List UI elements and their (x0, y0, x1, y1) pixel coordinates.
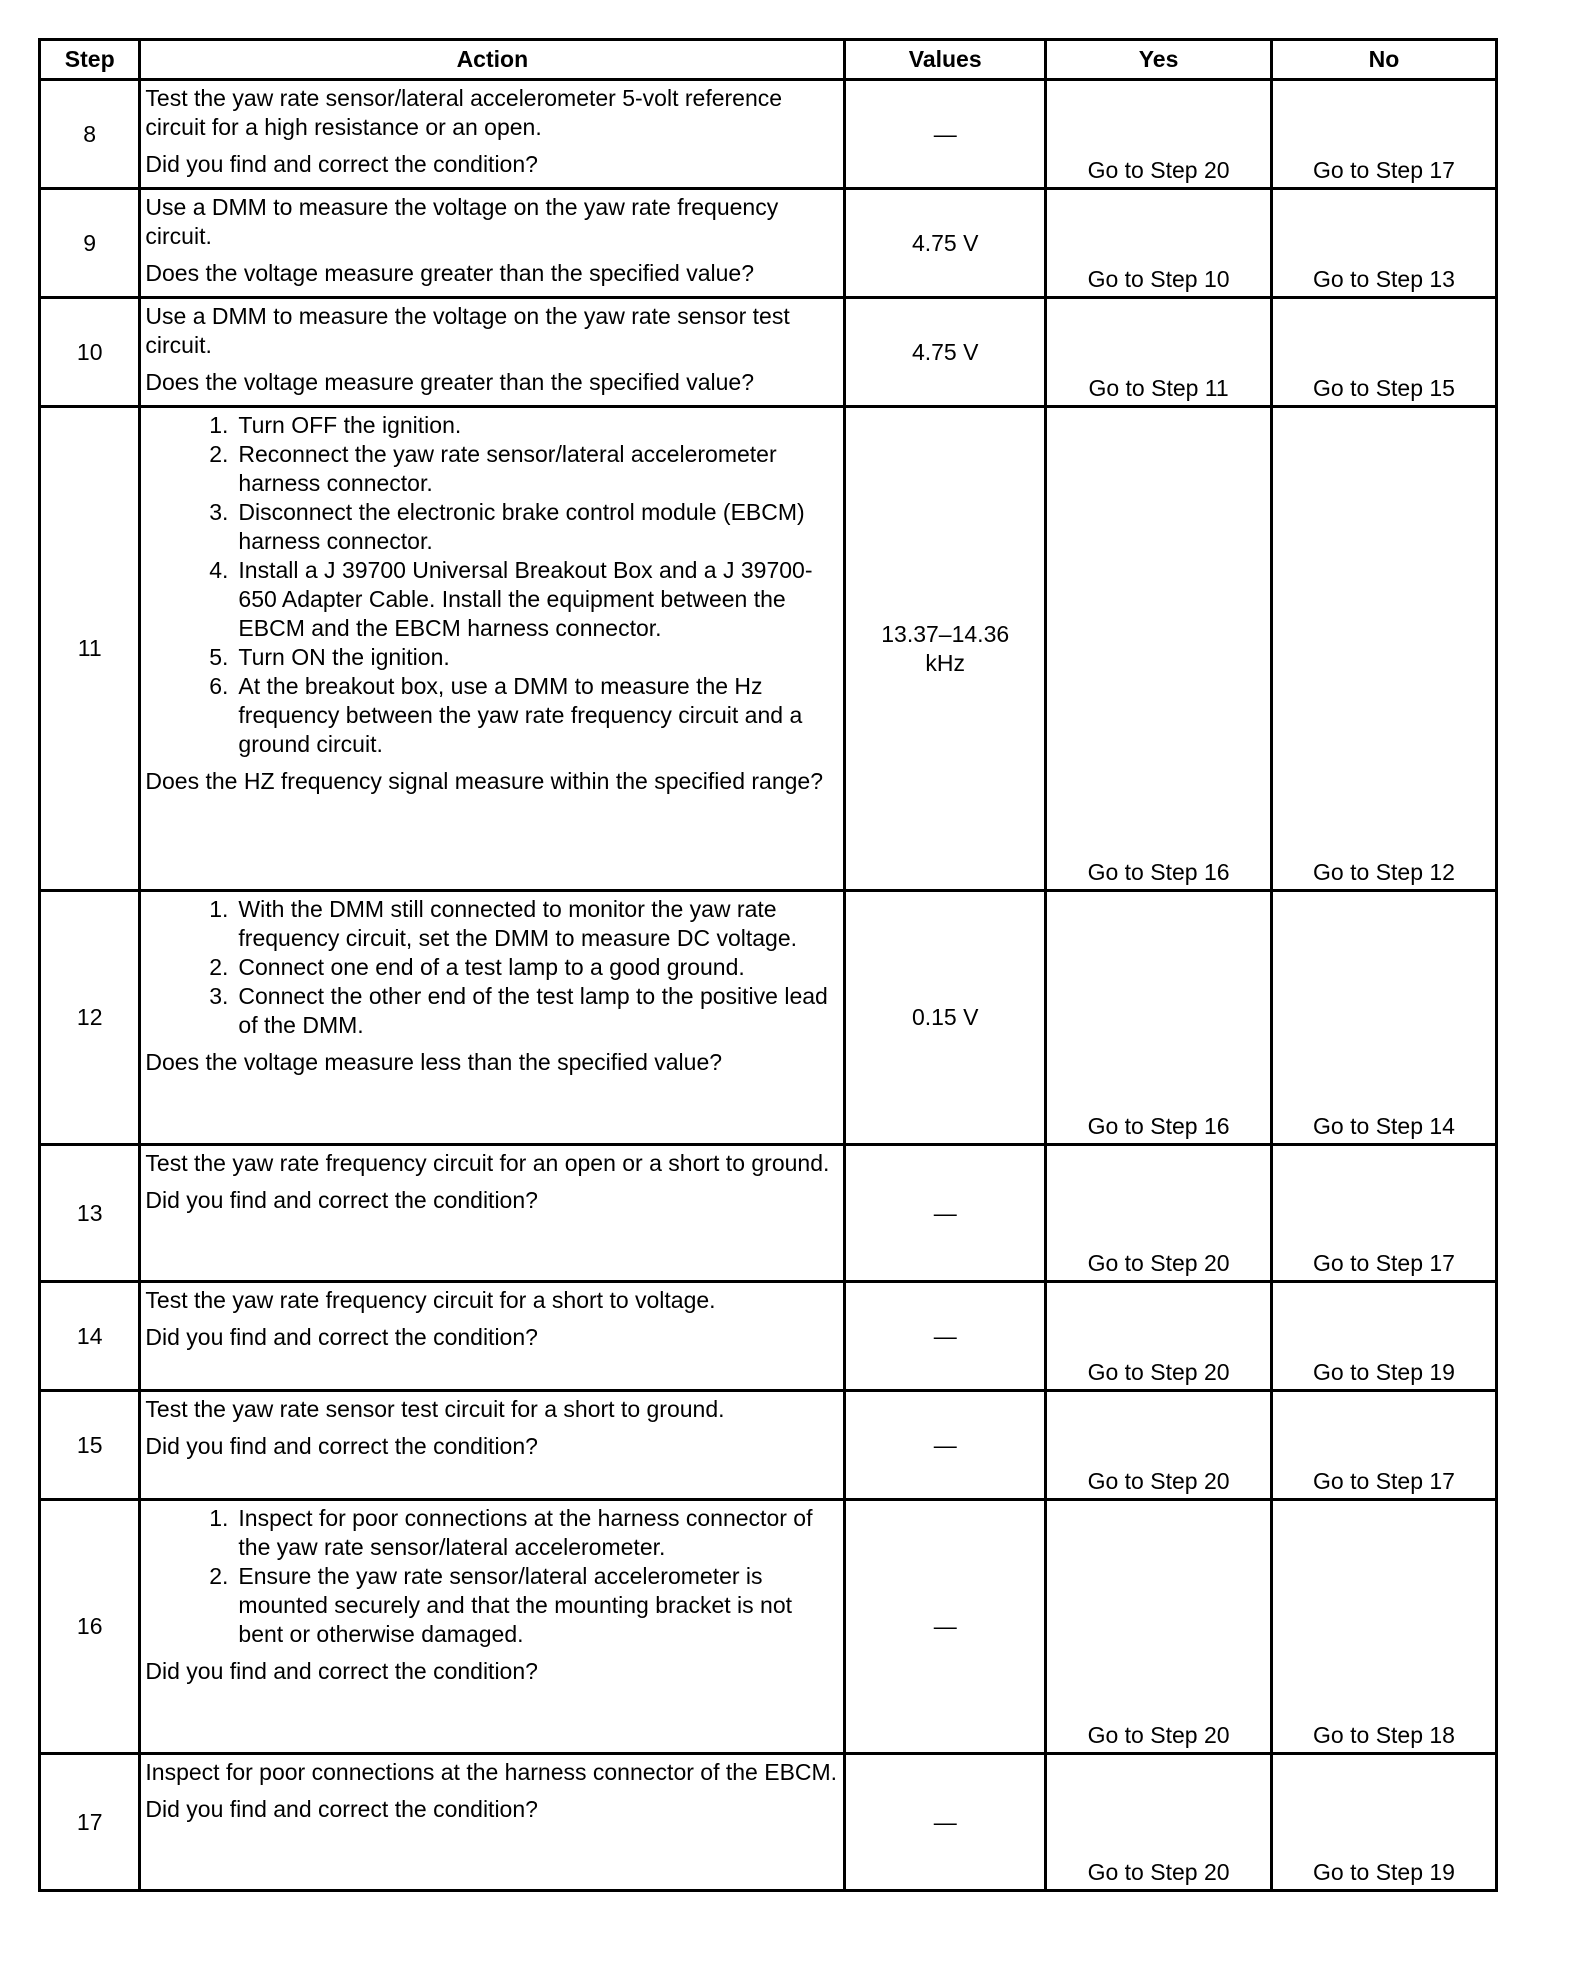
values-cell: — (845, 1391, 1046, 1500)
action-cell (140, 1754, 845, 1891)
values-cell: 0.15 V (845, 891, 1046, 1145)
action-cell (140, 298, 845, 407)
action-steps-list (145, 1504, 841, 1649)
step-number: 17 (40, 1754, 140, 1891)
list-number: 1 . (145, 895, 238, 953)
no-cell: Go to Step 17 (1272, 80, 1497, 189)
no-cell: Go to Step 19 (1272, 1754, 1497, 1891)
list-number: 2 . (145, 1562, 238, 1649)
value-unit: kHz (925, 649, 966, 676)
action-steps-list (145, 895, 841, 1040)
yes-cell: Go to Step 20 (1046, 1500, 1272, 1754)
action-text: Inspect for poor connections at the harness connector of the EBCM. (145, 1759, 838, 1785)
value-range: 13.37–14.36 (881, 620, 1010, 647)
no-cell: Go to Step 19 (1272, 1282, 1497, 1391)
list-item-text: With the DMM still connected to monitor the yaw rate frequency circuit, set the DMM to measure DC voltage. (238, 896, 798, 951)
table-row (40, 1391, 1497, 1500)
step-number: 9 (40, 189, 140, 298)
action-cell (140, 1391, 845, 1500)
values-cell: — (845, 1282, 1046, 1391)
step-number: 14 (40, 1282, 140, 1391)
action-question: Did you find and correct the condition? (145, 1324, 538, 1350)
table-row (40, 1145, 1497, 1282)
header-values: Values (845, 40, 1046, 80)
list-number: 4 . (145, 556, 238, 643)
action-text: Use a DMM to measure the voltage on the yaw rate sensor test circuit. (145, 303, 790, 358)
table-row (40, 407, 1497, 891)
values-cell (845, 407, 1046, 891)
action-text: Test the yaw rate sensor test circuit for a short to ground. (145, 1396, 725, 1422)
list-item (145, 982, 841, 1040)
yes-cell: Go to Step 16 (1046, 407, 1272, 891)
action-question: Did you find and correct the condition? (145, 1187, 538, 1213)
action-cell (140, 1282, 845, 1391)
header-yes: Yes (1046, 40, 1272, 80)
action-cell (140, 189, 845, 298)
table-row (40, 80, 1497, 189)
action-text: Test the yaw rate frequency circuit for a short to voltage. (145, 1287, 716, 1313)
no-cell: Go to Step 18 (1272, 1500, 1497, 1754)
list-number: 2 . (145, 953, 238, 982)
no-cell: Go to Step 17 (1272, 1391, 1497, 1500)
list-number: 5 . (145, 643, 238, 672)
yes-cell: Go to Step 20 (1046, 1145, 1272, 1282)
list-item-text: Install a J 39700 Universal Breakout Box and a J 39700-650 Adapter Cable. Install the equipment between the EBCM and the EBCM harness connector. (238, 557, 813, 641)
list-item-text: Connect the other end of the test lamp to the positive lead of the DMM. (238, 983, 828, 1038)
table-row (40, 298, 1497, 407)
header-no: No (1272, 40, 1497, 80)
action-question: Did you find and correct the condition? (145, 1796, 538, 1822)
list-item-text: Ensure the yaw rate sensor/lateral accelerometer is mounted securely and that the mounting bracket is not bent or otherwise damaged. (238, 1563, 793, 1647)
step-number: 13 (40, 1145, 140, 1282)
list-item (145, 411, 841, 440)
table-row (40, 1500, 1497, 1754)
step-number: 10 (40, 298, 140, 407)
diagnostic-table (38, 38, 1498, 1892)
list-item (145, 1562, 841, 1649)
values-cell: — (845, 80, 1046, 189)
list-item (145, 440, 841, 498)
step-number: 11 (40, 407, 140, 891)
action-text: Use a DMM to measure the voltage on the yaw rate frequency circuit. (145, 194, 779, 249)
action-text: Test the yaw rate sensor/lateral accelerometer 5-volt reference circuit for a high resistance or an open. (145, 85, 783, 140)
header-action: Action (140, 40, 845, 80)
action-question: Does the voltage measure less than the specified value? (145, 1049, 723, 1075)
table-row (40, 891, 1497, 1145)
table-row (40, 1282, 1497, 1391)
yes-cell: Go to Step 20 (1046, 1391, 1272, 1500)
step-number: 12 (40, 891, 140, 1145)
list-item-text: Inspect for poor connections at the harness connector of the yaw rate sensor/lateral accelerometer. (238, 1505, 813, 1560)
action-question: Does the HZ frequency signal measure within the specified range? (145, 768, 823, 794)
values-cell: — (845, 1754, 1046, 1891)
action-steps-list (145, 411, 841, 759)
list-number: 3 . (145, 982, 238, 1040)
values-cell: — (845, 1145, 1046, 1282)
action-cell (140, 407, 845, 891)
list-item (145, 556, 841, 643)
no-cell: Go to Step 15 (1272, 298, 1497, 407)
values-cell: 4.75 V (845, 298, 1046, 407)
action-question: Does the voltage measure greater than the specified value? (145, 369, 755, 395)
list-number: 1 . (145, 1504, 238, 1562)
no-cell: Go to Step 14 (1272, 891, 1497, 1145)
action-question: Does the voltage measure greater than the specified value? (145, 260, 755, 286)
step-number: 15 (40, 1391, 140, 1500)
yes-cell: Go to Step 20 (1046, 1754, 1272, 1891)
list-item-text: Disconnect the electronic brake control module (EBCM) harness connector. (238, 499, 805, 554)
list-number: 2 . (145, 440, 238, 498)
action-cell (140, 891, 845, 1145)
yes-cell: Go to Step 10 (1046, 189, 1272, 298)
list-item (145, 895, 841, 953)
yes-cell: Go to Step 16 (1046, 891, 1272, 1145)
step-number: 16 (40, 1500, 140, 1754)
action-text: Test the yaw rate frequency circuit for an open or a short to ground. (145, 1150, 830, 1176)
list-number: 3 . (145, 498, 238, 556)
list-item-text: At the breakout box, use a DMM to measure the Hz frequency between the yaw rate frequency circuit and a ground circuit. (238, 673, 803, 757)
list-number: 1 . (145, 411, 238, 440)
header-step: Step (40, 40, 140, 80)
list-item (145, 643, 841, 672)
step-number: 8 (40, 80, 140, 189)
list-item (145, 672, 841, 759)
header-row (40, 40, 1497, 80)
list-item (145, 1504, 841, 1562)
action-cell (140, 1145, 845, 1282)
list-item-text: Turn ON the ignition. (238, 644, 450, 670)
values-cell: 4.75 V (845, 189, 1046, 298)
list-item-text: Reconnect the yaw rate sensor/lateral accelerometer harness connector. (238, 441, 777, 496)
yes-cell: Go to Step 11 (1046, 298, 1272, 407)
table-row (40, 189, 1497, 298)
list-number: 6 . (145, 672, 238, 759)
yes-cell: Go to Step 20 (1046, 1282, 1272, 1391)
list-item (145, 953, 841, 982)
action-cell (140, 80, 845, 189)
no-cell: Go to Step 17 (1272, 1145, 1497, 1282)
no-cell: Go to Step 12 (1272, 407, 1497, 891)
no-cell: Go to Step 13 (1272, 189, 1497, 298)
action-question: Did you find and correct the condition? (145, 1433, 538, 1459)
action-cell (140, 1500, 845, 1754)
list-item-text: Connect one end of a test lamp to a good ground. (238, 954, 745, 980)
list-item-text: Turn OFF the ignition. (238, 412, 462, 438)
list-item (145, 498, 841, 556)
action-question: Did you find and correct the condition? (145, 1658, 538, 1684)
values-cell: — (845, 1500, 1046, 1754)
action-question: Did you find and correct the condition? (145, 151, 538, 177)
table-row (40, 1754, 1497, 1891)
yes-cell: Go to Step 20 (1046, 80, 1272, 189)
